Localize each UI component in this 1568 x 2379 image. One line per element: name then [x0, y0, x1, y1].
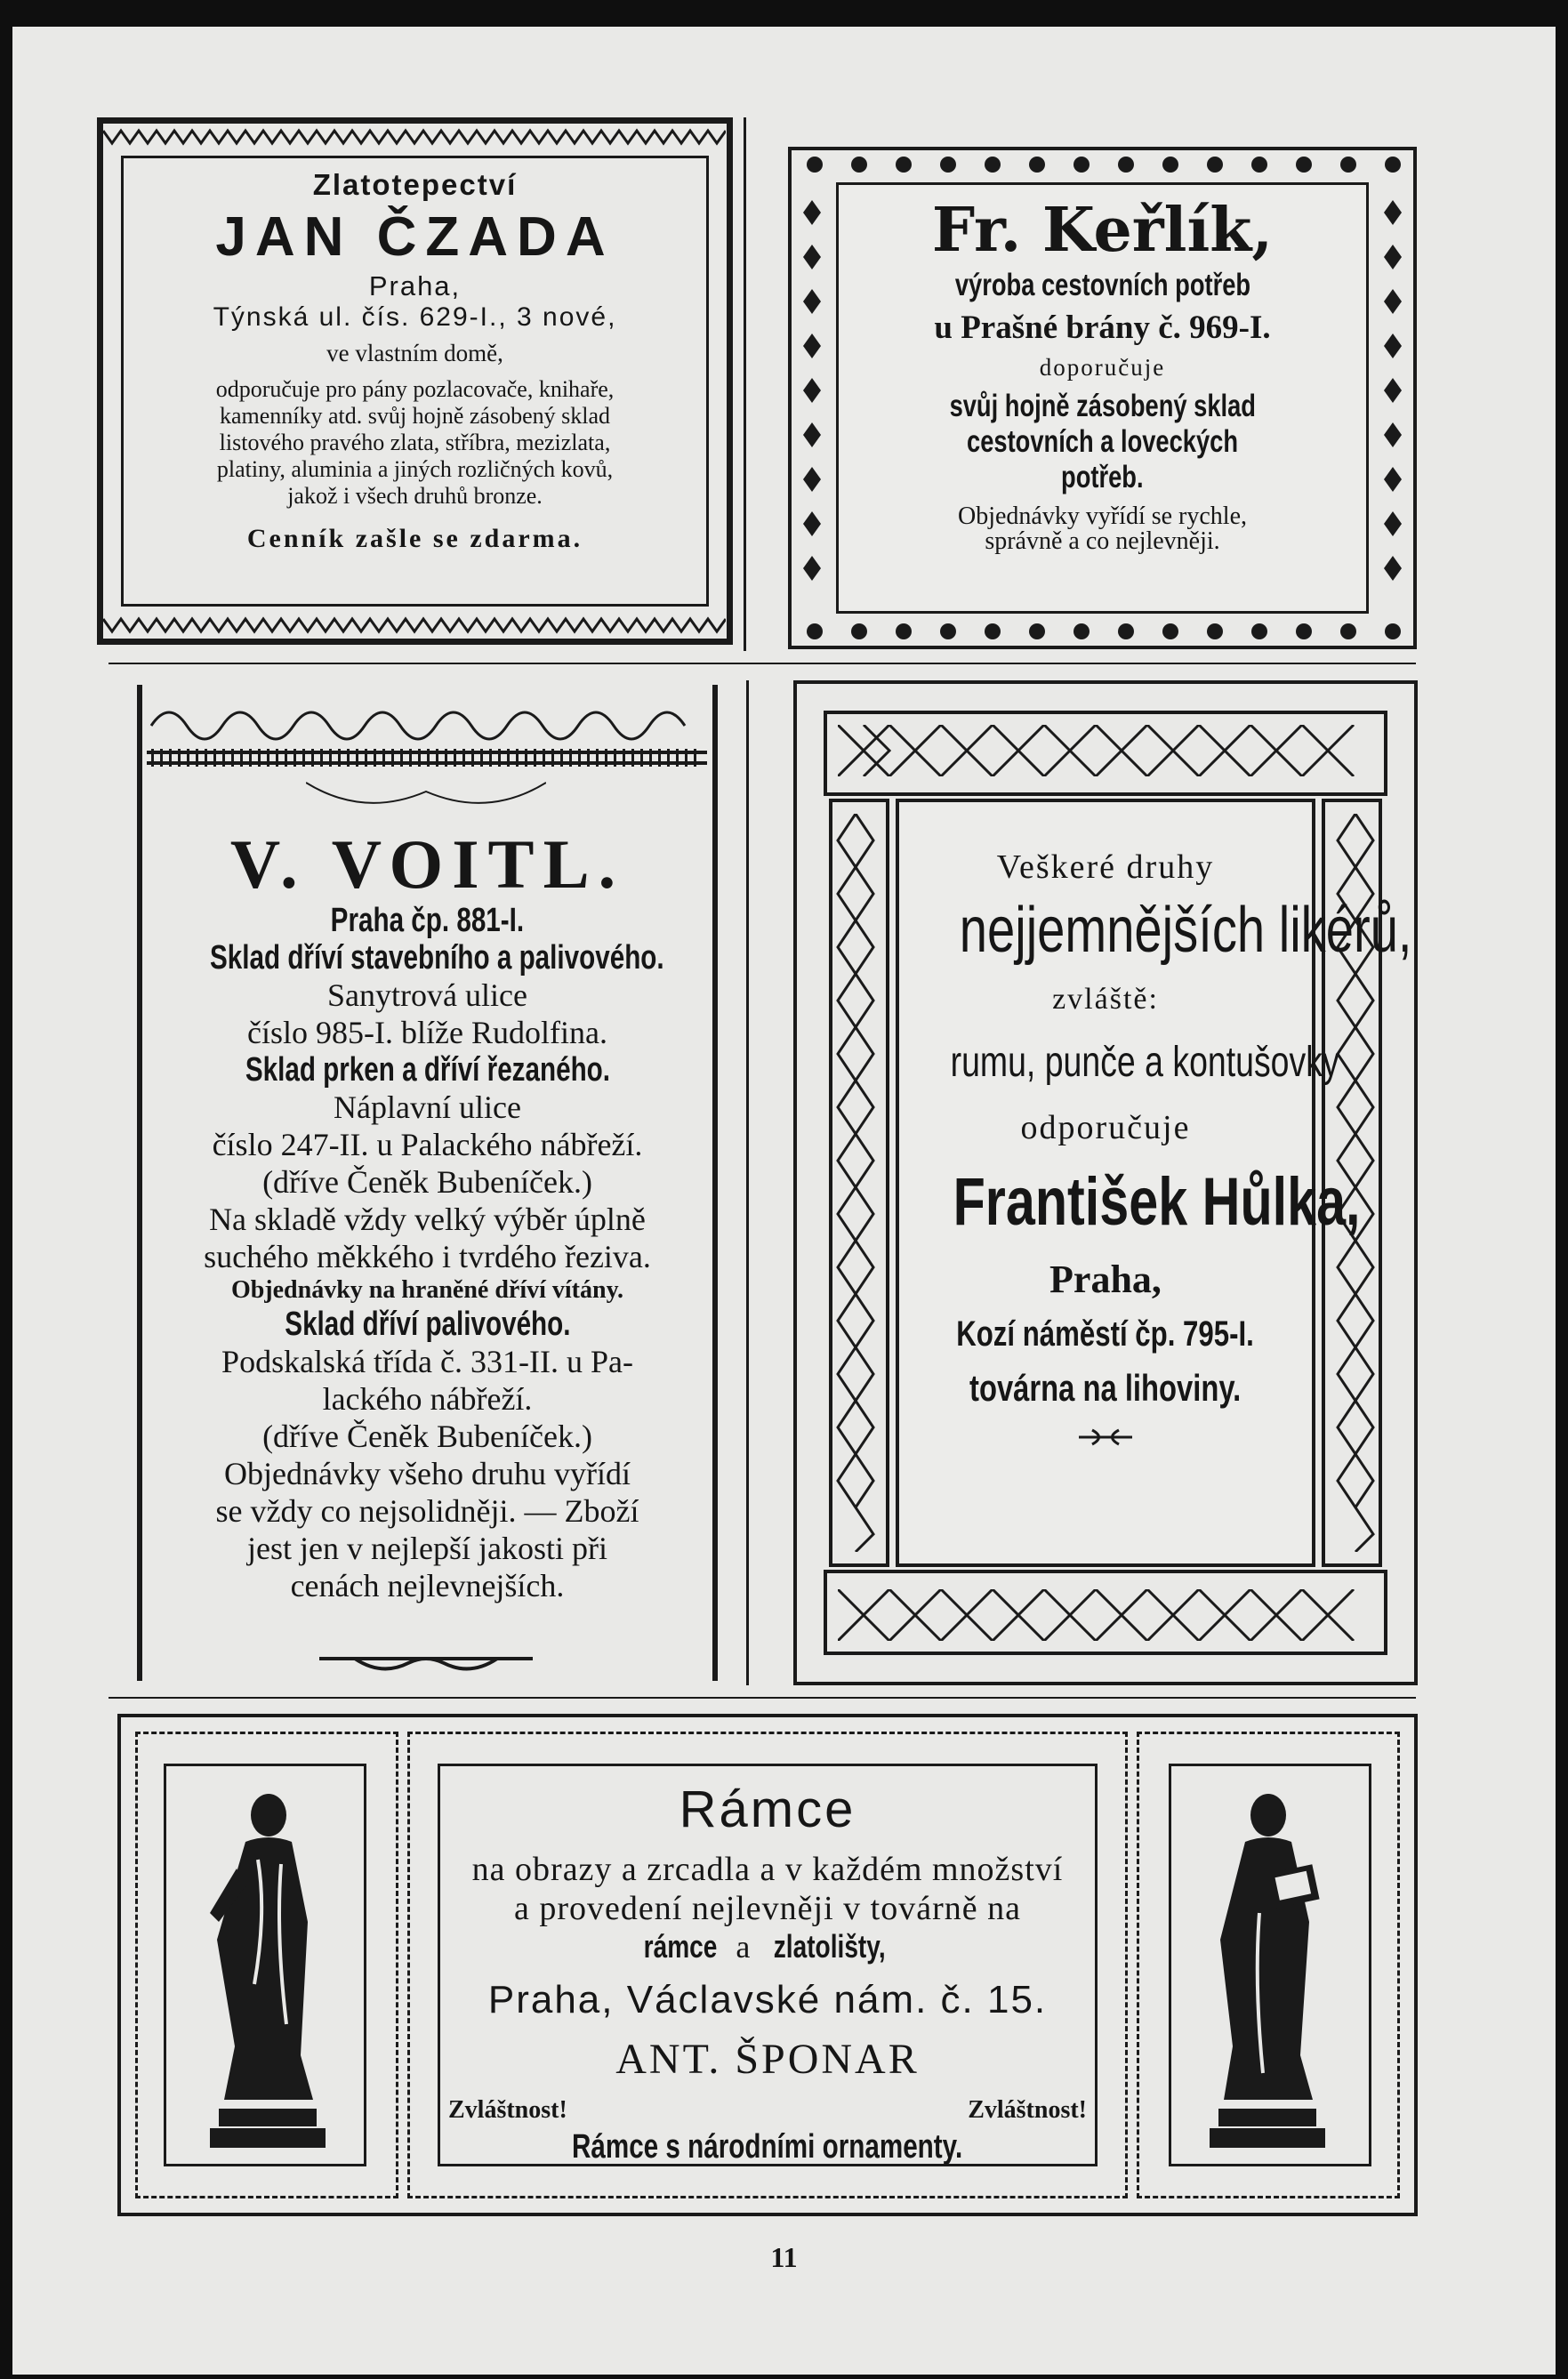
page: [12, 27, 1556, 2375]
ad-title: Rámce: [679, 1780, 856, 1838]
body-line: platiny, aluminia a jiných rozličných kovů,: [216, 456, 614, 482]
ad-house: ve vlastním domě,: [326, 340, 503, 366]
ad-line1: na obrazy a zrcadla a v každém množství: [471, 1851, 1064, 1888]
closing-line: Objednávky všeho druhu vyřídí: [224, 1456, 631, 1491]
body-line: potřeb.: [1061, 460, 1144, 494]
left-rule: [137, 685, 142, 1681]
body-line: kamenníky atd. svůj hojně zásobený sklad: [219, 403, 611, 429]
section-title: Sklad dříví stavebního a palivového.: [210, 939, 664, 977]
body-line: odporučuje pro pány pozlacovače, knihaře,: [215, 376, 615, 402]
ad-name: Fr. Keřlík,: [931, 195, 1274, 266]
section-line: Podskalská třída č. 331-II. u Pa-: [221, 1344, 633, 1379]
advert-sponar: [117, 1714, 1418, 2216]
row-rule-2: [109, 1697, 1416, 1699]
advert-kerlik: [788, 147, 1417, 649]
body-line: svůj hojně zásobený sklad: [949, 389, 1256, 423]
closing-line: jest jen v nejlepší jakosti při: [247, 1531, 607, 1566]
special-right: Zvláštnost!: [968, 2096, 1087, 2124]
ad-footer: Rámce s národními ornamenty.: [572, 2128, 963, 2166]
ad-line3-c: zlatolišty,: [774, 1928, 886, 1965]
section-line: (dříve Čeněk Bubeníček.): [262, 1419, 592, 1454]
column-rule-middle: [746, 680, 749, 1685]
ad-address: Praha, Václavské nám. č. 15.: [487, 1978, 1048, 2021]
zigzag-border-top: [103, 124, 726, 150]
lattice-pattern-bottom: [838, 1589, 1371, 1641]
section-line: Náplavní ulice: [334, 1089, 521, 1125]
ad-line4: rumu, punče a kontušovky: [950, 1039, 1339, 1086]
closing-line: cenách nejlevnejších.: [290, 1568, 565, 1603]
ornament-swag: [306, 774, 546, 809]
ad-name: František Hůlka,: [953, 1164, 1361, 1240]
statue-right-image: [1192, 1780, 1352, 2153]
ad-address: Praha čp. 881-I.: [330, 902, 525, 939]
ad-line3-a: rámce: [643, 1928, 718, 1965]
statue-left-image: [183, 1780, 343, 2153]
ad-factory: továrna na lihoviny.: [969, 1367, 1242, 1409]
body-line: jakož i všech druhů bronze.: [287, 483, 543, 509]
lattice-pattern-left: [836, 814, 875, 1552]
section-line: číslo 985-I. blíže Rudolfina.: [247, 1015, 607, 1050]
lattice-pattern-top: [838, 725, 1371, 776]
ad-line2: u Prašné brány č. 969-I.: [934, 309, 1271, 346]
ad-line3-b: a: [736, 1929, 751, 1965]
ornament-flourish: [1074, 1426, 1137, 1449]
ad-name: ANT. ŠPONAR: [615, 2036, 920, 2083]
closing-line: se vždy co nejsolidněji. — Zboží: [215, 1493, 639, 1529]
ad-line5: odporučuje: [1020, 1109, 1191, 1146]
ad-line2: a provedení nejlevněji v továrně na: [514, 1890, 1021, 1927]
section-line: Na skladě vždy velký výběr úplně: [209, 1202, 646, 1237]
ad-footer: Cenník zašle se zdarma.: [246, 524, 583, 553]
ad-address: Týnská ul. čís. 629-I., 3 nové,: [213, 302, 617, 332]
ad-address: Kozí náměstí čp. 795-I.: [956, 1314, 1255, 1354]
body-line: cestovních a loveckých: [966, 424, 1239, 459]
section-line: suchého měkkého i tvrdého řeziva.: [204, 1239, 651, 1274]
ad-heading: Zlatotepectví: [312, 168, 518, 201]
ad-line1: Veškeré druhy: [996, 848, 1215, 886]
ad-city: Praha,: [368, 270, 462, 301]
ad-line2: nejjemnějších likérů,: [959, 895, 1412, 966]
page-number: 11: [770, 2241, 798, 2273]
ornament-footer: [319, 1654, 533, 1681]
ad-name: JAN ČZADA: [215, 206, 615, 268]
section-line: číslo 247-II. u Palackého nábřeží.: [212, 1127, 643, 1162]
ornament-header: [142, 690, 712, 770]
footer-line: správně a co nejlevněji.: [985, 527, 1220, 555]
section-small: Objednávky na hraněné dříví vítány.: [230, 1276, 624, 1304]
row-rule-1: [109, 663, 1416, 664]
ad-line1: výroba cestovních potřeb: [954, 268, 1250, 302]
ad-city: Praha,: [1049, 1258, 1162, 1301]
section-line: (dříve Čeněk Bubeníček.): [262, 1164, 592, 1200]
section-line: Sanytrová ulice: [327, 977, 527, 1013]
footer-line: Objednávky vyřídí se rychle,: [957, 502, 1248, 530]
body-line: listového pravého zlata, stříbra, mezizlata,: [219, 430, 611, 455]
ad-line3: zvláště:: [1052, 983, 1159, 1016]
ad-name: V. VOITL.: [229, 825, 625, 903]
advert-jan-czada: [97, 117, 733, 645]
right-rule: [712, 685, 718, 1681]
section-title: Sklad dříví palivového.: [284, 1306, 571, 1343]
special-left: Zvláštnost!: [448, 2096, 567, 2124]
advert-voitl: [137, 685, 718, 1681]
column-rule-top: [744, 117, 746, 651]
advert-hulka: [793, 680, 1418, 1685]
ad-line3: doporučuje: [1039, 354, 1166, 381]
section-line: lackého nábřeží.: [322, 1381, 533, 1417]
zigzag-border-bottom: [103, 612, 726, 639]
section-title: Sklad prken a dříví řezaného.: [245, 1051, 610, 1089]
